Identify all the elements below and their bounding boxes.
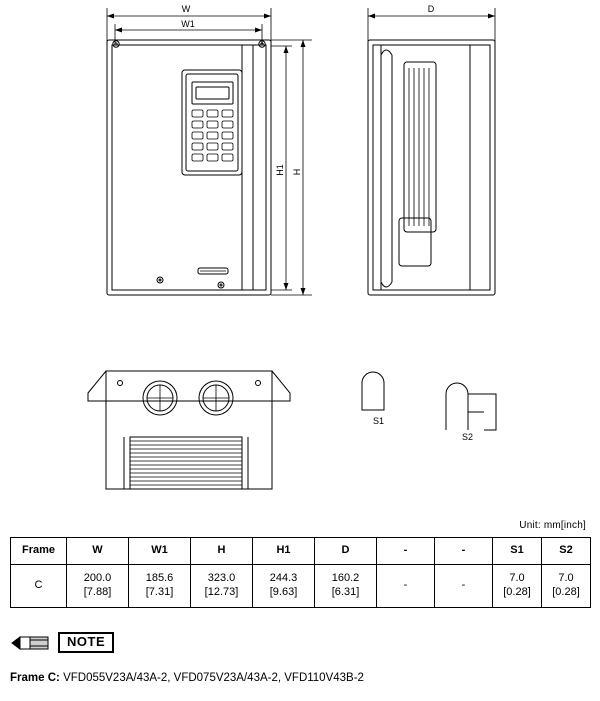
cell-d-mm: 160.2 [331,572,360,585]
note-badge: NOTE [58,632,114,653]
unit-label: Unit: mm[inch] [519,520,586,531]
cell-h-inch: [12.73] [204,586,239,598]
header-s1: S1 [493,538,542,565]
cell-d-inch: [6.31] [331,586,360,598]
cell-blank-1: - [377,565,435,608]
svg-text:W1: W1 [181,19,195,29]
frame-note [10,672,364,684]
cell-s2-mm: 7.0 [558,572,574,585]
svg-text:W: W [181,4,191,14]
svg-text:D: D [427,4,435,14]
table-row [11,565,591,608]
detail-s1 [362,372,384,410]
header-h: H [191,538,253,565]
cell-w-mm: 200.0 [83,572,112,585]
cell-h1-mm: 244.3 [269,572,298,585]
cell-blank-2: - [435,565,493,608]
cell-w1 [129,565,191,608]
cell-d [315,565,377,608]
cell-s2-inch: [0.28] [552,586,580,598]
detail-s2 [446,383,496,430]
cell-w1-inch: [7.31] [145,586,174,598]
table-header-row [11,538,591,565]
cell-s1-inch: [0.28] [503,586,531,598]
note-header [10,632,114,653]
cell-h [191,565,253,608]
header-s2: S2 [542,538,591,565]
svg-text:H: H [292,168,302,176]
pencil-icon [10,633,52,653]
header-blank-2: - [435,538,493,565]
svg-text:H1: H1 [275,164,285,176]
header-d: D [315,538,377,565]
cell-w1-mm: 185.6 [145,572,174,585]
detail-s1-label: S1 [373,416,385,426]
cell-s1 [493,565,542,608]
cell-h1 [253,565,315,608]
header-frame: Frame [11,538,67,565]
header-w: W [67,538,129,565]
bottom-view [88,371,290,489]
frame-note-models: VFD055V23A/43A-2, VFD075V23A/43A-2, VFD110V43B-2 [63,672,364,684]
dimension-table [10,537,591,608]
frame-note-label: Frame C: [10,672,60,684]
cell-w-inch: [7.88] [83,586,112,598]
detail-s2-label: S2 [462,432,474,442]
cell-h1-inch: [9.63] [269,586,298,598]
cell-w [67,565,129,608]
cell-frame: C [11,565,67,608]
header-w1: W1 [129,538,191,565]
cell-s2 [542,565,591,608]
cell-h-mm: 323.0 [207,572,236,585]
header-blank-1: - [377,538,435,565]
header-h1: H1 [253,538,315,565]
cell-s1-mm: 7.0 [509,572,525,585]
